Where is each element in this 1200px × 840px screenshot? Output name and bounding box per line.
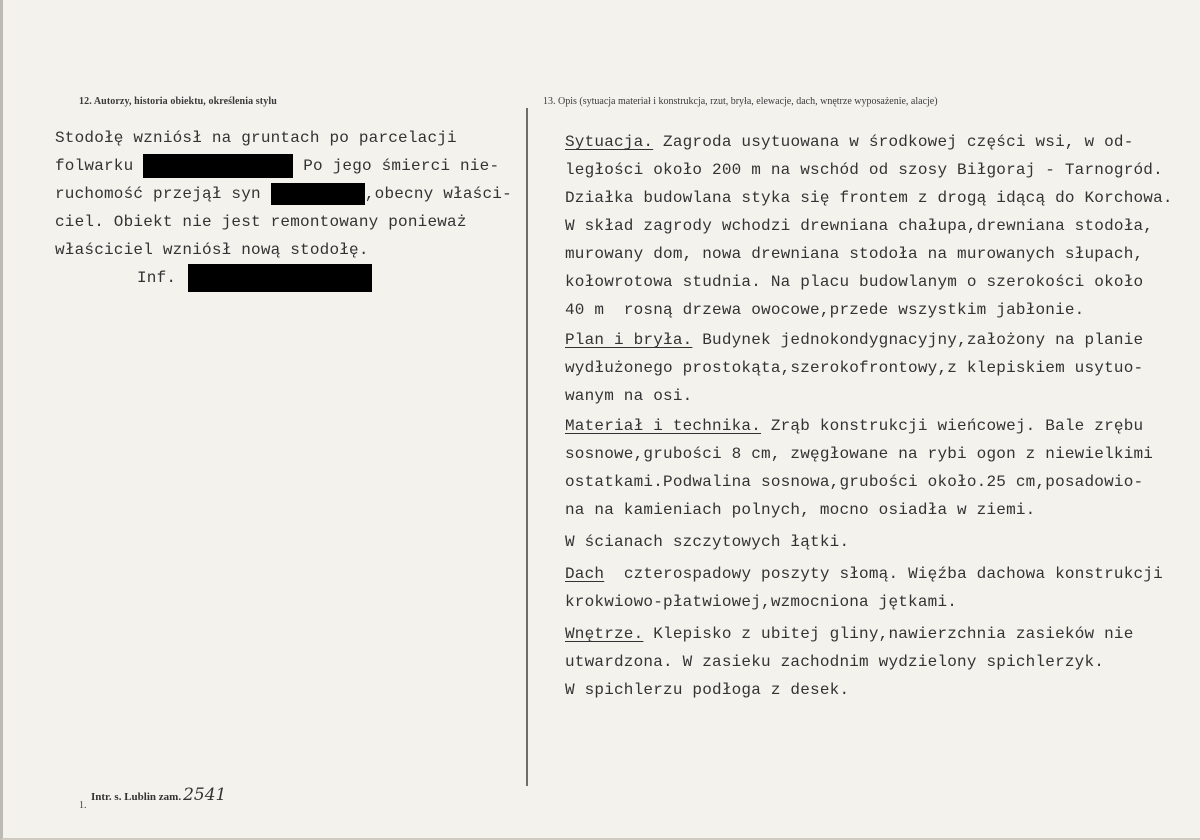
- left-line-1: Stodołę wzniósł na gruntach po parcelacji: [55, 129, 457, 147]
- material-text-1: Zrąb konstrukcji wieńcowej. Bale zrębu: [761, 417, 1144, 435]
- sytuacja-line-7: 40 m rosną drzewa owocowe,przede wszystkim jabłonie.: [565, 301, 1085, 319]
- material-label: Materiał i technika.: [565, 417, 762, 435]
- material-line-3: ostatkami.Podwalina sosnowa,grubości około.25 cm,posadowio-: [565, 473, 1144, 491]
- left-line-4: ciel. Obiekt nie jest remontowany ponieważ: [55, 213, 467, 231]
- left-line-2: [55, 152, 499, 180]
- informant-label: Inf.: [137, 269, 177, 288]
- left-line-2a: folwarku: [55, 157, 134, 175]
- stamp-text: Intr. s. Lublin zam.: [91, 791, 182, 803]
- wnetrze-line-3: W spichlerzu podłoga z desek.: [565, 681, 850, 699]
- print-stamp: [91, 785, 226, 805]
- sytuacja-line-1: [565, 128, 1134, 156]
- sytuacja-line-2: ległości około 200 m na wschód od szosy Biłgoraj - Tarnogród.: [565, 161, 1163, 179]
- dach-label: Dach: [565, 565, 605, 583]
- plan-line-2: wydłużonego prostokąta,szerokofrontowy,z klepiskiem usytuo-: [565, 359, 1144, 377]
- sytuacja-line-5: murowany dom, nowa drewniana stodoła na murowanych słupach,: [565, 245, 1144, 263]
- left-line-5: właściciel wzniósł nową stodołę.: [55, 241, 369, 259]
- plan-label: Plan i bryła.: [565, 331, 693, 349]
- redaction-block: [271, 183, 365, 205]
- wnetrze-line-1: [565, 620, 1134, 648]
- plan-line-3: wanym na osi.: [565, 387, 693, 405]
- redaction-block: [188, 264, 372, 292]
- sytuacja-line-4: W skład zagrody wchodzi drewniana chałupa,drewniana stodoła,: [565, 217, 1154, 235]
- sytuacja-line-3: Działka budowlana styka się frontem z drogą idącą do Korchowa.: [565, 189, 1173, 207]
- section-12-header: 12. Autorzy, historia obiektu, określenia stylu: [79, 96, 277, 107]
- wnetrze-label: Wnętrze.: [565, 625, 644, 643]
- material-line-4: na na kamieniach polnych, mocno osiadła w ziemi.: [565, 501, 1036, 519]
- left-line-3: [55, 180, 512, 208]
- scianach-line: W ścianach szczytowych łątki.: [565, 533, 850, 551]
- material-line-2: sosnowe,grubości 8 cm, zwęgłowane na rybi ogon z niewielkimi: [565, 445, 1154, 463]
- left-line-6: [137, 264, 372, 292]
- wnetrze-text-1: Klepisko z ubitej gliny,nawierzchnia zasieków nie: [643, 625, 1134, 643]
- order-number: 2541: [183, 785, 227, 805]
- sytuacja-label: Sytuacja.: [565, 133, 654, 151]
- redaction-block: [143, 154, 293, 178]
- wnetrze-line-2: utwardzona. W zasieku zachodnim wydzielony spichlerzyk.: [565, 653, 1105, 671]
- footer-marker: 1.: [79, 800, 87, 811]
- material-line-1: [565, 412, 1143, 440]
- sytuacja-line-6: kołowrotowa studnia. Na placu budowlanym o szerokości około: [565, 273, 1144, 291]
- left-line-3a: ruchomość przejął syn: [55, 185, 261, 203]
- section-13-header: 13. Opis (sytuacja materiał i konstrukcja, rzut, bryła, elewacje, dach, wnętrze wyposażenie, alacje): [543, 96, 938, 107]
- left-line-3b: ,obecny właści-: [364, 185, 512, 203]
- left-line-2b: Po jego śmierci nie-: [293, 157, 500, 175]
- dach-line-1: [565, 560, 1163, 588]
- dach-line-2: krokwiowo-płatwiowej,wzmocniona jętkami.: [565, 593, 958, 611]
- plan-line-1: [565, 326, 1143, 354]
- plan-text-1: Budynek jednokondygnacyjny,założony na planie: [692, 331, 1144, 349]
- column-divider: [526, 108, 528, 786]
- sytuacja-text-1: Zagroda usytuowana w środkowej części wsi, w od-: [653, 133, 1134, 151]
- dach-text-1: czterospadowy poszyty słomą. Więźba dachowa konstrukcji: [604, 565, 1163, 583]
